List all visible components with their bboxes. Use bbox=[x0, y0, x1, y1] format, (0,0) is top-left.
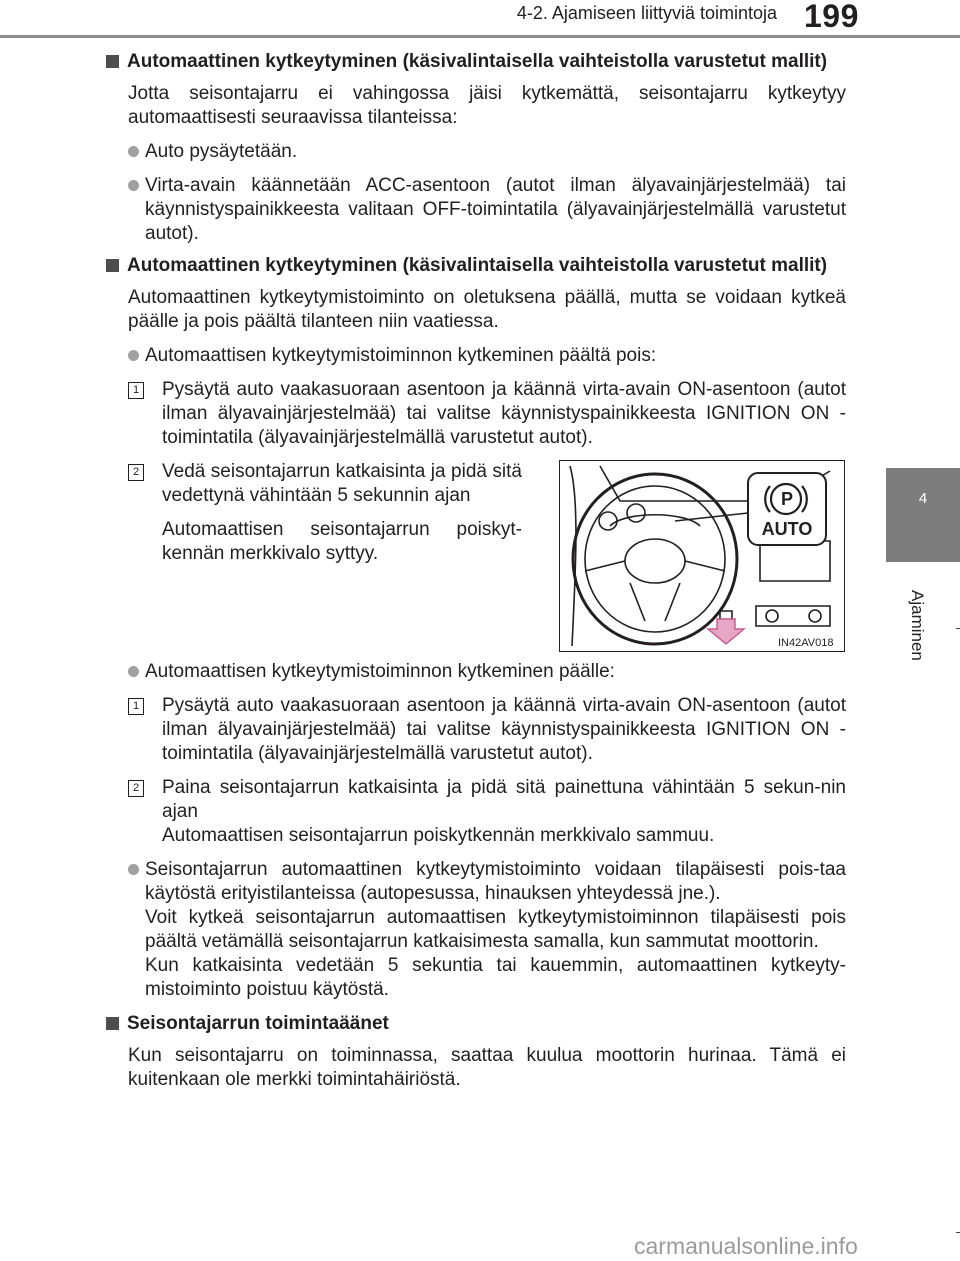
bullet-text: Automaattisen kytkeytymistoiminnon kytkeminen päältä pois: bbox=[145, 345, 657, 366]
bullet-dot-icon bbox=[128, 146, 139, 157]
step-text: Pysäytä auto vaakasuoraan asentoon ja käännä virta-avain ON-asentoon (autot ilman älyavainjärjestelmää) tai valitse käynnistyspainikkeesta IGNITION ON -toimintatila (älyavainjärjestelmällä varustetut autot). bbox=[162, 379, 846, 448]
chapter-label: Ajaminen bbox=[908, 590, 927, 661]
list-item bbox=[128, 344, 846, 368]
square-bullet-icon bbox=[106, 259, 119, 272]
bullet-dot-icon bbox=[128, 180, 139, 191]
step-instruction: Vedä seisontajarrun katkaisinta ja pidä sitä vedettynä vähintään 5 sekunnin ajan bbox=[162, 461, 522, 506]
margin-tick bbox=[956, 1232, 960, 1233]
chapter-tab bbox=[886, 468, 960, 562]
bullet-paragraph: Seisontajarrun automaattinen kytkeytymistoiminto voidaan tilapäisesti pois-taa käytöstä erityistilanteissa (autopesussa, hinauksen yhteydessä jne.). bbox=[145, 859, 846, 904]
step-item bbox=[128, 776, 846, 848]
step-item bbox=[128, 378, 846, 450]
step-number: 2 bbox=[128, 464, 144, 481]
step-instruction: Paina seisontajarrun katkaisinta ja pidä sitä painettuna vähintään 5 sekun-nin ajan bbox=[162, 777, 846, 822]
step-number: 1 bbox=[128, 382, 144, 399]
bullet-paragraph: Kun katkaisinta vedetään 5 sekuntia tai kauemmin, automaattinen kytkeyty-mistoiminto poistuu käytöstä. bbox=[145, 955, 846, 1000]
section-title-3: Seisontajarrun toimintaäänet bbox=[127, 1013, 389, 1034]
list-item bbox=[128, 660, 846, 684]
step-number: 2 bbox=[128, 780, 144, 797]
step-number: 1 bbox=[128, 698, 144, 715]
section-title: 4-2. Ajamiseen liittyviä toimintoja bbox=[516, 3, 777, 23]
list-item bbox=[128, 140, 846, 164]
bullet-dot-icon bbox=[128, 350, 139, 361]
square-bullet-icon bbox=[106, 1017, 119, 1030]
square-bullet-icon bbox=[106, 55, 119, 68]
step-item-with-figure bbox=[128, 460, 846, 650]
step-text: Pysäytä auto vaakasuoraan asentoon ja käännä virta-avain ON-asentoon (autot ilman älyavainjärjestelmää) tai valitse käynnistyspainikkeesta IGNITION ON -toimintatila (älyavainjärjestelmällä varustetut autot). bbox=[162, 695, 846, 764]
image-code: IN42AV018 bbox=[778, 637, 834, 649]
watermark: carmanualsonline.info bbox=[634, 1233, 858, 1259]
step-text bbox=[162, 460, 522, 650]
page-content bbox=[106, 44, 846, 1092]
dashboard-illustration bbox=[560, 461, 844, 651]
list-item bbox=[128, 858, 846, 1002]
step-note: Automaattisen seisontajarrun poiskyt-kennän merkkivalo syttyy. bbox=[162, 519, 522, 564]
section-title-1: Automaattinen kytkeytyminen (käsivalintaisella vaihteistolla varustetut mallit) bbox=[127, 51, 828, 72]
chapter-number: 4 bbox=[918, 490, 928, 507]
bullet-text: Auto pysäytetään. bbox=[145, 141, 298, 162]
header-divider bbox=[0, 35, 960, 38]
bullet-text: Automaattisen kytkeytymistoiminnon kytkeminen päälle: bbox=[145, 661, 615, 682]
section-heading bbox=[106, 254, 846, 278]
bullet-text bbox=[145, 858, 846, 1002]
page-number: 199 bbox=[804, 0, 859, 34]
section-heading bbox=[106, 1012, 846, 1036]
step-item bbox=[128, 694, 846, 766]
bullet-dot-icon bbox=[128, 864, 139, 875]
bullet-paragraph: Voit kytkeä seisontajarrun automaattisen kytkeytymistoiminnon tilapäisesti pois päältä vetämällä seisontajarrun katkaisimesta samalla, kun sammutat moottorin. bbox=[145, 907, 846, 952]
dashboard-figure bbox=[559, 460, 845, 652]
margin-tick bbox=[956, 628, 960, 629]
step-note: Automaattisen seisontajarrun poiskytkennän merkkivalo sammuu. bbox=[162, 825, 715, 846]
auto-label: AUTO bbox=[761, 519, 813, 539]
bullet-dot-icon bbox=[128, 666, 139, 677]
parking-p-icon: P bbox=[780, 489, 793, 509]
page-header bbox=[0, 0, 960, 40]
list-item bbox=[128, 174, 846, 246]
bullet-text: Virta-avain käännetään ACC-asentoon (autot ilman älyavainjärjestelmää) tai käynnistyspainikkeesta valitaan OFF-toimintatila (älyavainjärjestelmällä varustetut autot). bbox=[145, 175, 846, 244]
section-2-intro: Automaattinen kytkeytymistoiminto on oletuksena päällä, mutta se voidaan kytkeä päälle ja pois päältä tilanteen niin vaatiessa. bbox=[128, 287, 846, 332]
section-3-text: Kun seisontajarru on toiminnassa, saattaa kuulua moottorin hurinaa. Tämä ei kuitenkaan ole merkki toimintahäiriöstä. bbox=[128, 1045, 846, 1090]
section-heading bbox=[106, 50, 846, 74]
section-title-2: Automaattinen kytkeytyminen (käsivalintaisella vaihteistolla varustetut mallit) bbox=[127, 255, 828, 276]
section-1-intro: Jotta seisontajarru ei vahingossa jäisi kytkemättä, seisontajarru kytkeytyy automaattisesti seuraavissa tilanteissa: bbox=[128, 83, 846, 128]
step-text bbox=[162, 776, 846, 848]
